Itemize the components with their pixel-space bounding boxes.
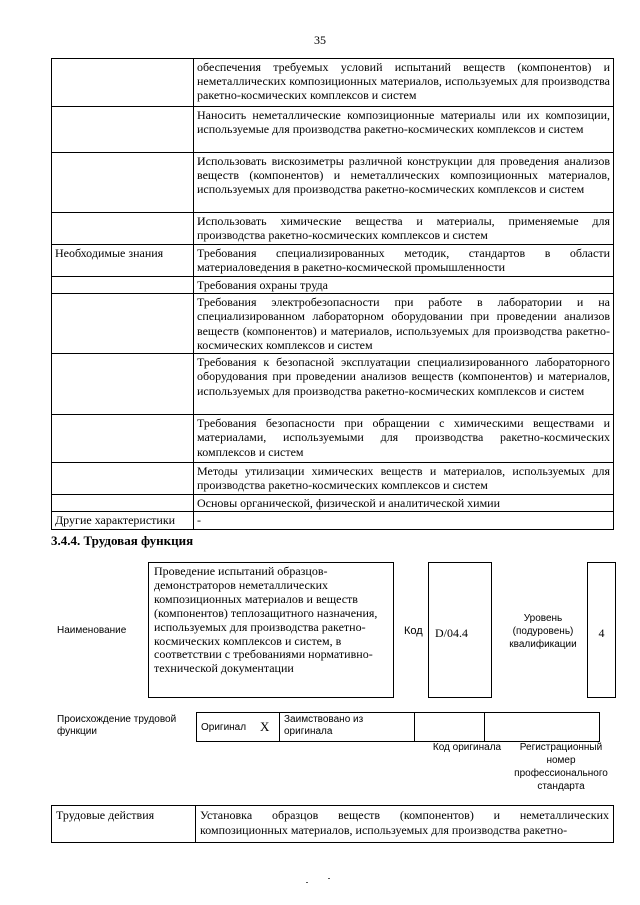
table-row bbox=[52, 512, 614, 529]
row-content: - bbox=[194, 512, 614, 529]
row-content: Требования электробезопасности при работе в лаборатории и на специализированном лабораторном оборудовании при проведении анализов веществ (компонентов) и материалов, используемых для производства ракетно-космических комплексов и систем bbox=[194, 294, 614, 354]
section-heading: 3.4.4. Трудовая функция bbox=[51, 533, 194, 548]
row-content: Установка образцов веществ (компонентов) и неметаллических композиционных материалов, используемых для производства ракетно- bbox=[196, 806, 614, 843]
scan-speck bbox=[306, 882, 308, 883]
row-content: Использовать химические вещества и материалы, применяемые для производства ракетно-космических комплексов и систем bbox=[194, 213, 614, 245]
row-label: Необходимые знания bbox=[52, 245, 194, 277]
name-label: Наименование bbox=[57, 625, 127, 636]
row-content: Требования к безопасной эксплуатации специализированного лабораторного оборудования при проведении анализов веществ (компонентов) и материалов, используемых для производства ракетно-космических комплексов и систем bbox=[194, 354, 614, 415]
labor-actions-table bbox=[51, 805, 614, 843]
table-row bbox=[52, 59, 614, 107]
original-mark: X bbox=[258, 713, 280, 742]
row-label bbox=[52, 495, 194, 512]
qualification-level-box: 4 bbox=[587, 562, 616, 698]
table-row bbox=[52, 245, 614, 277]
row-content: Использовать вискозиметры различной конструкции для проведения анализов веществ (компонентов) и неметаллических композиционных материалов, используемых для производства ракетно-космических комплексов и систем bbox=[194, 153, 614, 213]
row-content: Основы органической, физической и аналитической химии bbox=[194, 495, 614, 512]
table-row bbox=[52, 153, 614, 213]
row-content: Методы утилизации химических веществ и материалов, используемых для производства ракетно-космических комплексов и систем bbox=[194, 463, 614, 495]
code-original-label: Код оригинала bbox=[432, 742, 502, 753]
row-label bbox=[52, 294, 194, 354]
function-code-box: D/04.4 bbox=[428, 562, 492, 698]
row-content: обеспечения требуемых условий испытаний веществ (компонентов) и неметаллических композиционных материалов, используемых для производства ракетно-космических комплексов и систем bbox=[194, 59, 614, 107]
table-row bbox=[197, 713, 600, 742]
table-row bbox=[52, 806, 614, 843]
page-number: 35 bbox=[314, 33, 326, 47]
row-label: Трудовые действия bbox=[52, 806, 196, 843]
origin-table bbox=[196, 712, 600, 742]
table-row bbox=[52, 294, 614, 354]
skills-knowledge-table bbox=[51, 58, 614, 530]
row-content: Требования безопасности при обращении с химическими веществами и материалами, используемыми для производства ракетно-космических комплексов и систем bbox=[194, 415, 614, 463]
borrowed-label: Заимствовано из оригинала bbox=[280, 713, 415, 742]
original-label: Оригинал bbox=[197, 713, 259, 742]
row-label bbox=[52, 277, 194, 294]
code-original-cell bbox=[415, 713, 485, 742]
table-row bbox=[52, 463, 614, 495]
function-name-box: Проведение испытаний образцов-демонстраторов неметаллических композиционных материалов и веществ (компонентов) теплозащитного назначения, используемых для производства ракетно-космических комплексов и систем, в соответствии с требованиями нормативно-технической документации bbox=[148, 562, 394, 698]
row-label bbox=[52, 463, 194, 495]
table-row bbox=[52, 213, 614, 245]
row-content: Требования охраны труда bbox=[194, 277, 614, 294]
table-row bbox=[52, 354, 614, 415]
row-label bbox=[52, 153, 194, 213]
reg-number-label: Регистрационный номер профессионального стандарта bbox=[514, 742, 608, 792]
table-row bbox=[52, 495, 614, 512]
qualification-level-label: Уровень (подуровень) квалификации bbox=[509, 613, 577, 650]
row-content: Наносить неметаллические композиционные материалы или их композиции, используемые для производства ракетно-космических комплексов и систем bbox=[194, 107, 614, 153]
code-label: Код bbox=[404, 625, 423, 637]
reg-number-cell bbox=[485, 713, 600, 742]
table-row bbox=[52, 277, 614, 294]
table-row bbox=[52, 107, 614, 153]
origin-label: Происхождение трудовой функции bbox=[57, 714, 177, 737]
row-label bbox=[52, 415, 194, 463]
row-label bbox=[52, 354, 194, 415]
row-label bbox=[52, 59, 194, 107]
row-label bbox=[52, 107, 194, 153]
row-content: Требования специализированных методик, стандартов в области материаловедения в ракетно-космической промышленности bbox=[194, 245, 614, 277]
row-label bbox=[52, 213, 194, 245]
table-row bbox=[52, 415, 614, 463]
scan-speck bbox=[328, 878, 330, 879]
row-label: Другие характеристики bbox=[52, 512, 194, 529]
